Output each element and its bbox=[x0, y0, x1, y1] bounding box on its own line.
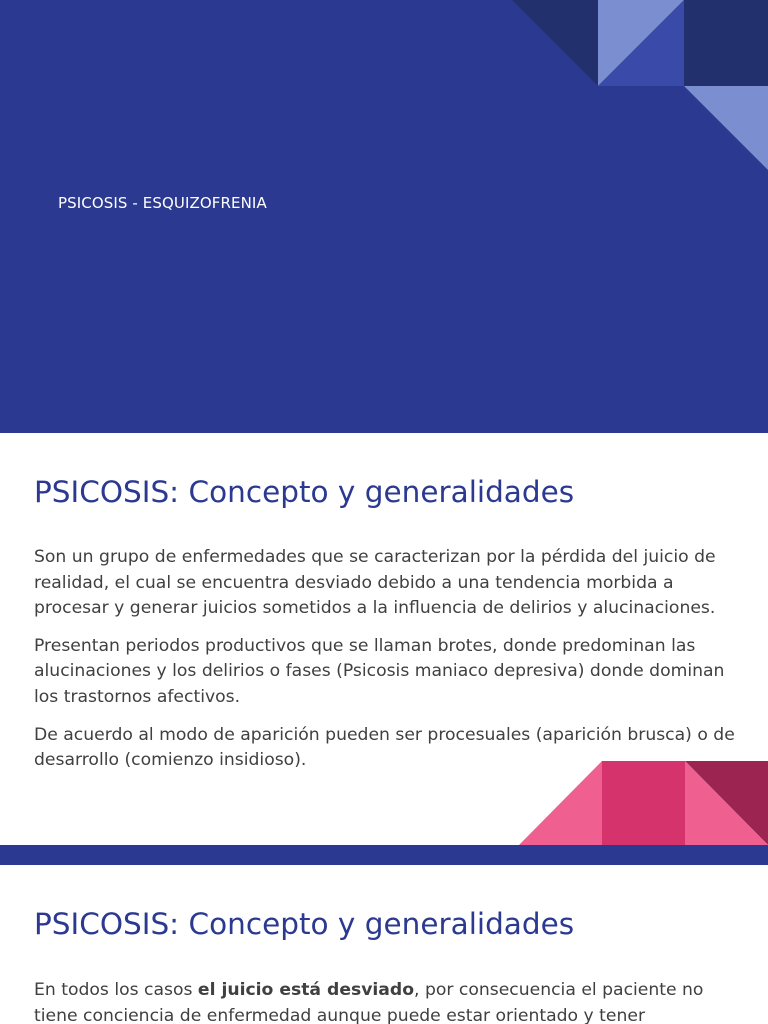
slide-title: PSICOSIS - ESQUIZOFRENIA bbox=[58, 194, 267, 212]
slide-heading: PSICOSIS: Concepto y generalidades bbox=[34, 907, 575, 941]
text-run: En todos los casos bbox=[34, 980, 198, 1000]
title-slide bbox=[0, 0, 768, 433]
paragraph: De acuerdo al modo de aparición pueden ser procesuales (aparición brusca) o de desarrollo (comienzo insidioso). bbox=[34, 724, 735, 771]
slide-body bbox=[34, 978, 744, 1024]
slide-heading: PSICOSIS: Concepto y generalidades bbox=[34, 475, 575, 509]
text-run: , por consecuencia el paciente no tiene conciencia de enfermedad aunque puede estar orientado y tener bbox=[34, 980, 704, 1024]
content-slide bbox=[0, 865, 768, 1024]
bold-text-run: el juicio está desviado bbox=[197, 980, 415, 1000]
content-slide bbox=[0, 433, 768, 845]
slide-body bbox=[34, 545, 744, 786]
paragraph: Son un grupo de enfermedades que se caracterizan por la pérdida del juicio de realidad, el cual se encuentra desviado debido a una tendencia morbida a procesar y generar juicios sometidos a la influencia de delirios y alucinaciones. bbox=[34, 547, 716, 619]
paragraph bbox=[34, 978, 744, 1024]
deco-triangle-dark bbox=[512, 0, 598, 86]
deco-square-dark bbox=[684, 0, 768, 86]
deco-triangle-light-2 bbox=[684, 86, 768, 170]
slide-separator bbox=[0, 845, 768, 865]
paragraph: Presentan periodos productivos que se llaman brotes, donde predominan las alucinaciones y los delirios o fases (Psicosis maniaco depresiva) donde dominan los trastornos afectivos. bbox=[34, 635, 725, 707]
corner-decoration bbox=[0, 0, 768, 433]
